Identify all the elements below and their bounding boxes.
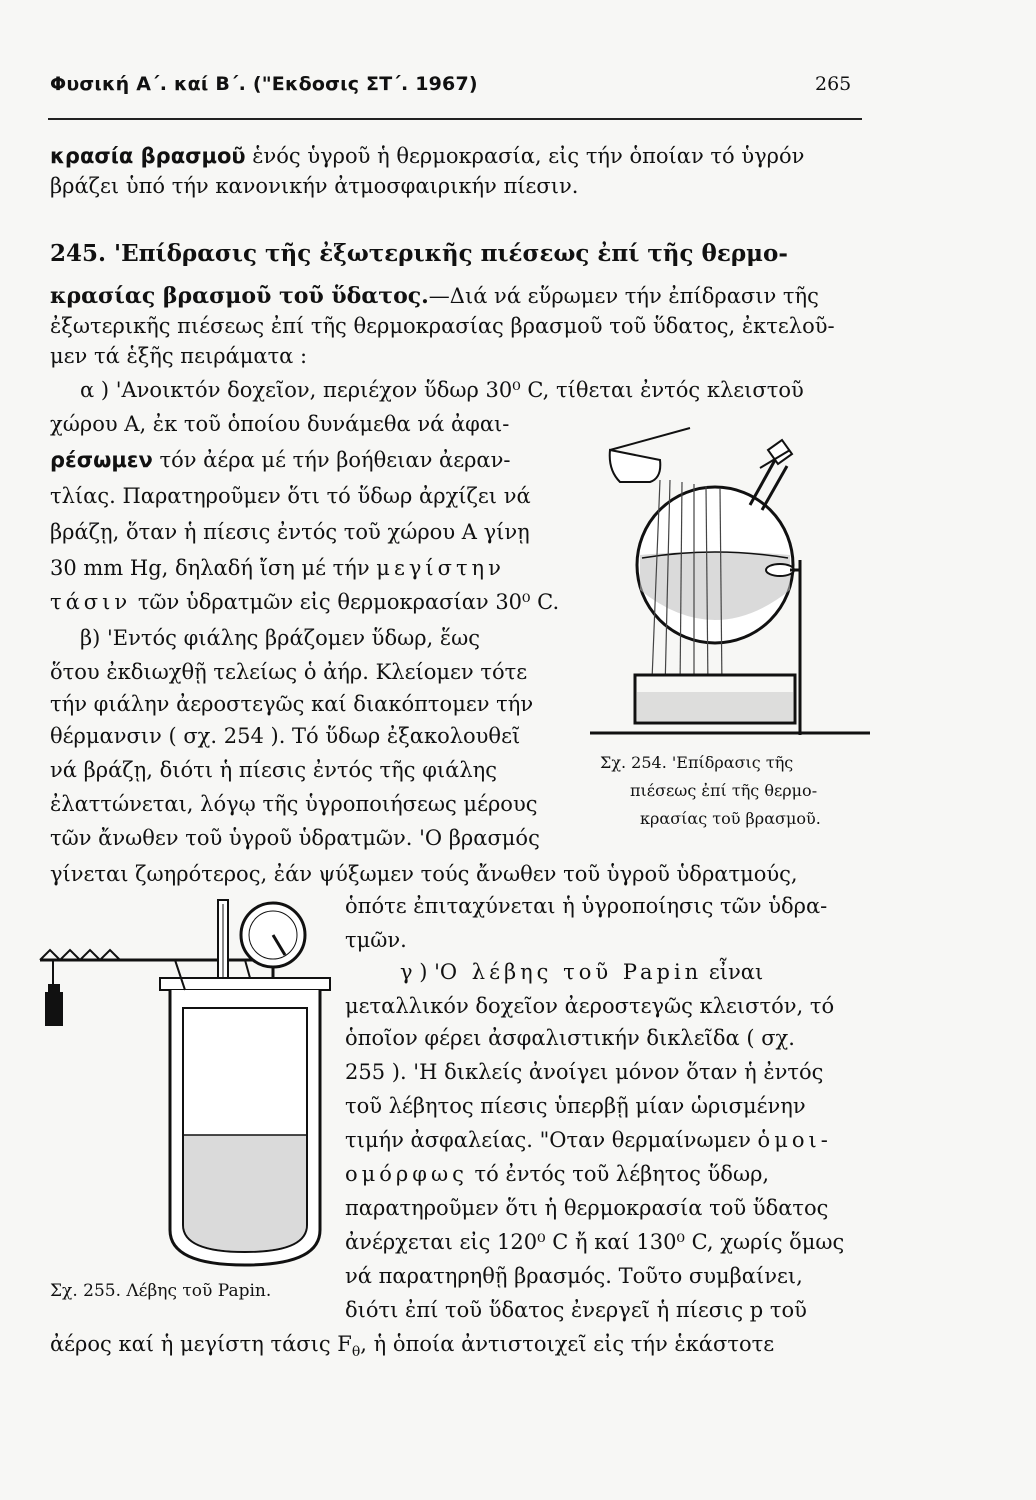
figure-254-caption-line-3: κρασίας τοῦ βρασμοῦ. xyxy=(640,809,821,828)
exp-b-line-4: θέρμανσιν ( σχ. 254 ). Τό ὕδωρ ἐξακολουθεῖ xyxy=(50,724,521,748)
defined-term: κρασία βρασμοῦ xyxy=(50,144,246,168)
exp-b-line-5: νά βράζῃ, διότι ἡ πίεσις ἐντός τῆς φιάλης xyxy=(50,758,497,782)
figure-255-papin-digester xyxy=(35,890,335,1270)
exp-b-line-1: β) 'Εντός φιάλης βράζομεν ὕδωρ, ἕως xyxy=(80,626,481,650)
exp-b-line-7: τῶν ἄνωθεν τοῦ ὑγροῦ ὑδρατμῶν. 'Ο βρασμός xyxy=(50,826,540,850)
intro-line-2: βράζει ὑπό τήν κανονικήν ἀτμοσφαιρικήν πίεσιν. xyxy=(50,174,579,198)
section-heading-line-1: 245. 'Επίδρασις τῆς ἐξωτερικῆς πιέσεως ἐπί τῆς θερμο- xyxy=(50,240,788,267)
exp-b-line-10: τμῶν. xyxy=(345,928,407,952)
exp-b-line-8: γίνεται ζωηρότερος, ἐάν ψύξωμεν τούς ἄνωθεν τοῦ ὑγροῦ ὑδρατμούς, xyxy=(50,862,798,886)
figure-254-boiling-flask xyxy=(590,420,870,740)
figure-254-caption-line-1: Σχ. 254. 'Επίδρασις τῆς xyxy=(600,753,794,772)
exp-a-line-3: ρέσωμεν τόν ἀέρα μέ τήν βοήθειαν ἀεραν- xyxy=(50,448,511,472)
exp-c-line-12: ἀέρος καί ἡ μεγίστη τάσις $F_\theta$, ἡ ὁποία ἀντιστοιχεῖ εἰς τήν ἑκάστοτε xyxy=(50,1332,775,1361)
section-line-2: κρασίας βρασμοῦ τοῦ ὕδατος.—Διά νά εὕρωμεν τήν ἐπίδρασιν τῆς xyxy=(50,283,819,309)
running-header: Φυσική Α΄. καί Β΄. ("Εκδοσις ΣΤ΄. 1967) xyxy=(50,73,478,95)
section-number: 245. xyxy=(50,240,107,267)
figure-255-caption: Σχ. 255. Λέβης τοῦ Papin. xyxy=(50,1281,272,1301)
exp-c-line-1: γ ) 'Ο λέβης τοῦ Papin εἶναι xyxy=(400,960,764,984)
header-rule xyxy=(48,118,862,120)
exp-c-line-8: παρατηροῦμεν ὅτι ἡ θερμοκρασία τοῦ ὕδατος xyxy=(345,1196,829,1220)
exp-c-line-6: τιμήν ἀσφαλείας. "Οταν θερμαίνωμεν ὁμοι- xyxy=(345,1128,832,1152)
exp-a-line-7: τάσιν τῶν ὑδρατμῶν εἰς θερμοκρασίαν 30⁰ C. xyxy=(50,590,560,614)
figure-254-caption-line-2: πιέσεως ἐπί τῆς θερμο- xyxy=(630,781,818,800)
exp-c-line-4: 255 ). 'Η δικλείς ἀνοίγει μόνον ὅταν ἡ ἐντός xyxy=(345,1060,824,1084)
exp-a-line-1: α ) 'Ανοικτόν δοχεῖον, περιέχον ὕδωρ 30⁰ C, τίθεται ἐντός κλειστοῦ xyxy=(80,378,804,402)
section-line-4: μεν τά ἑξῆς πειράματα : xyxy=(50,344,308,368)
exp-b-line-9: ὁπότε ἐπιταχύνεται ἡ ὑγροποίησις τῶν ὑδρα- xyxy=(345,894,828,918)
exp-b-line-6: ἐλαττώνεται, λόγῳ τῆς ὑγροποιήσεως μέρους xyxy=(50,792,538,816)
exp-c-line-11: διότι ἐπί τοῦ ὕδατος ἐνεργεῖ ἡ πίεσις p τοῦ xyxy=(345,1298,807,1322)
exp-a-line-6: 30 mm Hg, δηλαδή ἴση μέ τήν μεγίστην xyxy=(50,556,505,580)
exp-b-line-2: ὅτου ἐκδιωχθῇ τελείως ὁ ἀήρ. Κλείομεν τότε xyxy=(50,660,528,684)
exp-a-line-5: βράζῃ, ὅταν ἡ πίεσις ἐντός τοῦ χώρου Α γίνῃ xyxy=(50,520,530,544)
exp-b-line-3: τήν φιάλην ἀεροστεγῶς καί διακόπτομεν τήν xyxy=(50,692,534,716)
exp-c-line-2: μεταλλικόν δοχεῖον ἀεροστεγῶς κλειστόν, τό xyxy=(345,994,835,1018)
exp-a-line-2: χώρου Α, ἐκ τοῦ ὁποίου δυνάμεθα νά ἀφαι- xyxy=(50,412,510,436)
exp-c-line-5: τοῦ λέβητος πίεσις ὑπερβῇ μίαν ὡρισμένην xyxy=(345,1094,806,1118)
intro-line-1: κρασία βρασμοῦ ἑνός ὑγροῦ ἡ θερμοκρασία, εἰς τήν ὁποίαν τό ὑγρόν xyxy=(50,144,805,168)
exp-c-line-9: ἀνέρχεται εἰς 120⁰ C ἤ καί 130⁰ C, χωρίς ὅμως xyxy=(345,1230,845,1254)
exp-c-line-10: νά παρατηρηθῇ βρασμός. Τοῦτο συμβαίνει, xyxy=(345,1264,803,1288)
page-number: 265 xyxy=(815,73,852,95)
section-line-3: ἐξωτερικῆς πιέσεως ἐπί τῆς θερμοκρασίας βρασμοῦ τοῦ ὕδατος, ἐκτελοῦ- xyxy=(50,314,835,338)
exp-a-line-4: τλίας. Παρατηροῦμεν ὅτι τό ὕδωρ ἀρχίζει νά xyxy=(50,484,531,508)
exp-c-line-3: ὁποῖον φέρει ἀσφαλιστικήν δικλεῖδα ( σχ. xyxy=(345,1026,795,1050)
exp-c-line-7: ομόρφως τό ἐντός τοῦ λέβητος ὕδωρ, xyxy=(345,1162,770,1186)
